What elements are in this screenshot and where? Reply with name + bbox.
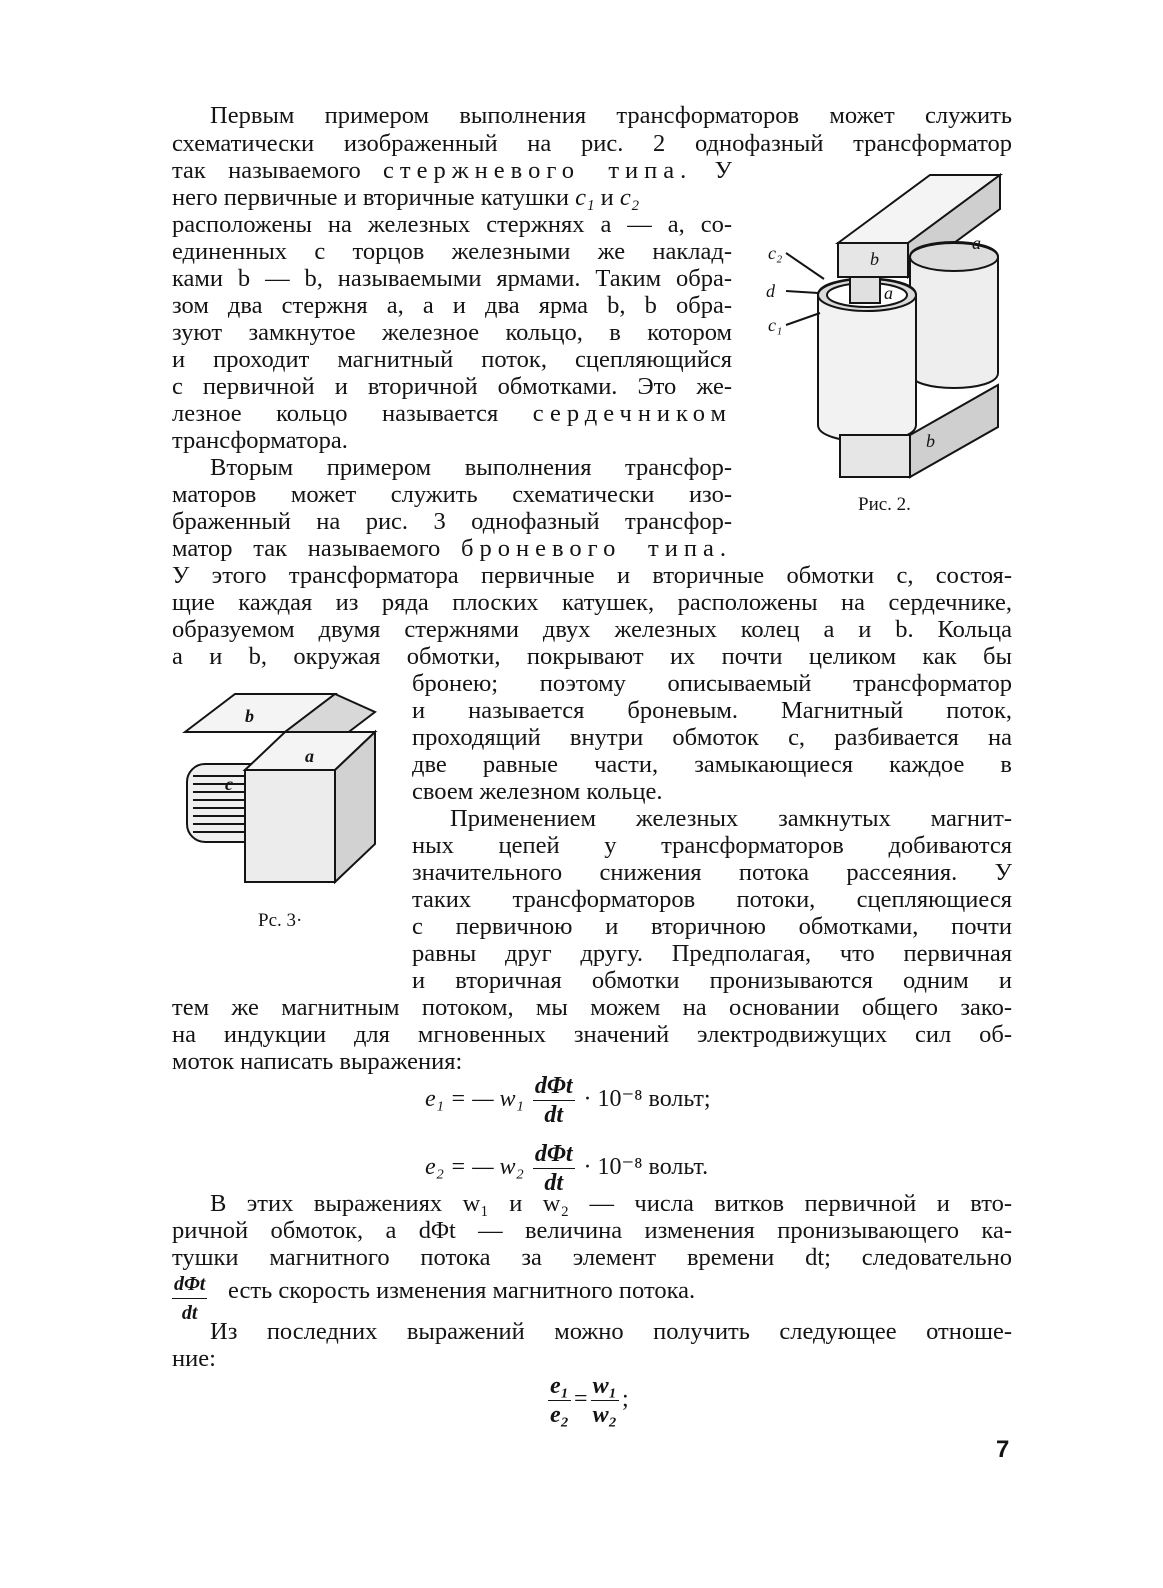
- text-line: проходящий внутри обмоток c, разбивается на: [412, 724, 1012, 751]
- figure-3-shell-transformer: [175, 672, 385, 892]
- text-line: на индукции для мгновенных значений электродвижущих сил об-: [172, 1021, 1012, 1048]
- text-line: В этих выражениях w₁ и w₂ — числа витков первичной и вто-: [210, 1190, 1012, 1217]
- figure-2-core-transformer: [760, 165, 1010, 495]
- text-line: с первичною и вторичною обмотками, почти: [412, 913, 1012, 940]
- text-line: маторов может служить схематически изо-: [172, 481, 732, 508]
- text-line: браженный на рис. 3 однофазный трансфор-: [172, 508, 732, 535]
- text-line: Из последних выражений можно получить следующее отноше-: [210, 1318, 1012, 1345]
- text-line: так называемого стержневого типа. У: [172, 157, 732, 184]
- text-line: значительного снижения потока рассеяния. У: [412, 859, 1012, 886]
- text-line: своем железном кольце.: [412, 778, 663, 805]
- text-line: ние:: [172, 1345, 216, 1372]
- text-line: У этого трансформатора первичные и вторичные обмотки c, состоя-: [172, 562, 1012, 589]
- text-line: трансформатора.: [172, 427, 348, 454]
- formula-e2: e₂ = — w₂ $\frac{\text{dΦt}}{dt}$ · 10⁻⁸ вольт.: [425, 1141, 709, 1196]
- text-line: тушки магнитного потока за элемент времени dt; следовательно: [172, 1244, 1012, 1271]
- label-c: c: [225, 774, 233, 794]
- label-b: b: [245, 706, 254, 726]
- figure-3-caption: Рс. 3·: [258, 910, 303, 931]
- label-a: a: [305, 746, 314, 766]
- label-a-mid: a: [884, 283, 893, 303]
- formula-e1: e₁ = — w₁ $\frac{\text{dΦt}}{dt}$ · 10⁻⁸ вольт;: [425, 1073, 711, 1128]
- left-core-column: [850, 277, 880, 303]
- text-line: и проходит магнитный поток, сцепляющийся: [172, 346, 732, 373]
- label-c1: c₁: [768, 315, 783, 335]
- text-line: матор так называемого броневого типа.: [172, 535, 732, 562]
- text-line: две равные части, замыкающиеся каждое в: [412, 751, 1012, 778]
- label-a-top: a: [972, 233, 981, 253]
- text-line: расположены на железных стержнях a — a, со-: [172, 211, 732, 238]
- text-line: ричной обмоток, a dΦt — величина изменения пронизывающего ка-: [172, 1217, 1012, 1244]
- text-line: Вторым примером выполнения трансфор-: [210, 454, 732, 481]
- text-line: зом два стержня a, a и два ярма b, b обра-: [172, 292, 732, 319]
- text-line: и называется броневым. Магнитный поток,: [412, 697, 1012, 724]
- text-line: тем же магнитным потоком, мы можем на основании общего зако-: [172, 994, 1012, 1021]
- text-line: Применением железных замкнутых магнит-: [450, 805, 1012, 832]
- bottom-yoke-side-face: [910, 385, 998, 477]
- text-line: схематически изображенный на рис. 2 однофазный трансформатор: [172, 130, 1012, 157]
- ring-a-front-face: [245, 770, 335, 882]
- bottom-yoke-front-face: [840, 435, 910, 477]
- inline-derivative: $\frac{\text{dΦt}}{dt}$: [172, 1270, 207, 1327]
- formula-ratio: $\frac{\text{e₁}}{\text{e₂}}$ = $\frac{\text{w₁}}{\text{w₂}}$ ;: [550, 1373, 629, 1428]
- text-line: Первым примером выполнения трансформаторов может служить: [210, 102, 1012, 129]
- text-line: a и b, окружая обмотки, покрывают их почти целиком как бы: [172, 643, 1012, 670]
- text-line: него первичные и вторичные катушки c₁ и c₂: [172, 184, 640, 211]
- text-line: есть скорость изменения магнитного потока.: [228, 1277, 696, 1304]
- text-line: равны друг другу. Предполагая, что первичная: [412, 940, 1012, 967]
- text-line: ками b — b, называемыми ярмами. Таким обра-: [172, 265, 732, 292]
- text-line: образуемом двумя стержнями двух железных колец a и b. Кольца: [172, 616, 1012, 643]
- text-line: с первичной и вторичной обмотками. Это же-: [172, 373, 732, 400]
- figure-2-caption: Рис. 2.: [858, 494, 911, 515]
- text-line: моток написать выражения:: [172, 1048, 463, 1075]
- label-b-top: b: [870, 249, 879, 269]
- text-line: ных цепей у трансформаторов добиваются: [412, 832, 1012, 859]
- label-d: d: [766, 281, 775, 301]
- label-c2: c₂: [768, 243, 783, 263]
- label-b-bottom: b: [926, 431, 935, 451]
- text-line: единенных с торцов железными же наклад-: [172, 238, 732, 265]
- page-number: 7: [996, 1436, 1010, 1463]
- text-line: бронею; поэтому описываемый трансформатор: [412, 670, 1012, 697]
- text-line: таких трансформаторов потоки, сцепляющиеся: [412, 886, 1012, 913]
- text-line: и вторичная обмотки пронизываются одним и: [412, 967, 1012, 994]
- text-line: лезное кольцо называется сердечником: [172, 400, 732, 427]
- text-line: зуют замкнутое железное кольцо, в котором: [172, 319, 732, 346]
- text-line: щие каждая из ряда плоских катушек, расположены на сердечнике,: [172, 589, 1012, 616]
